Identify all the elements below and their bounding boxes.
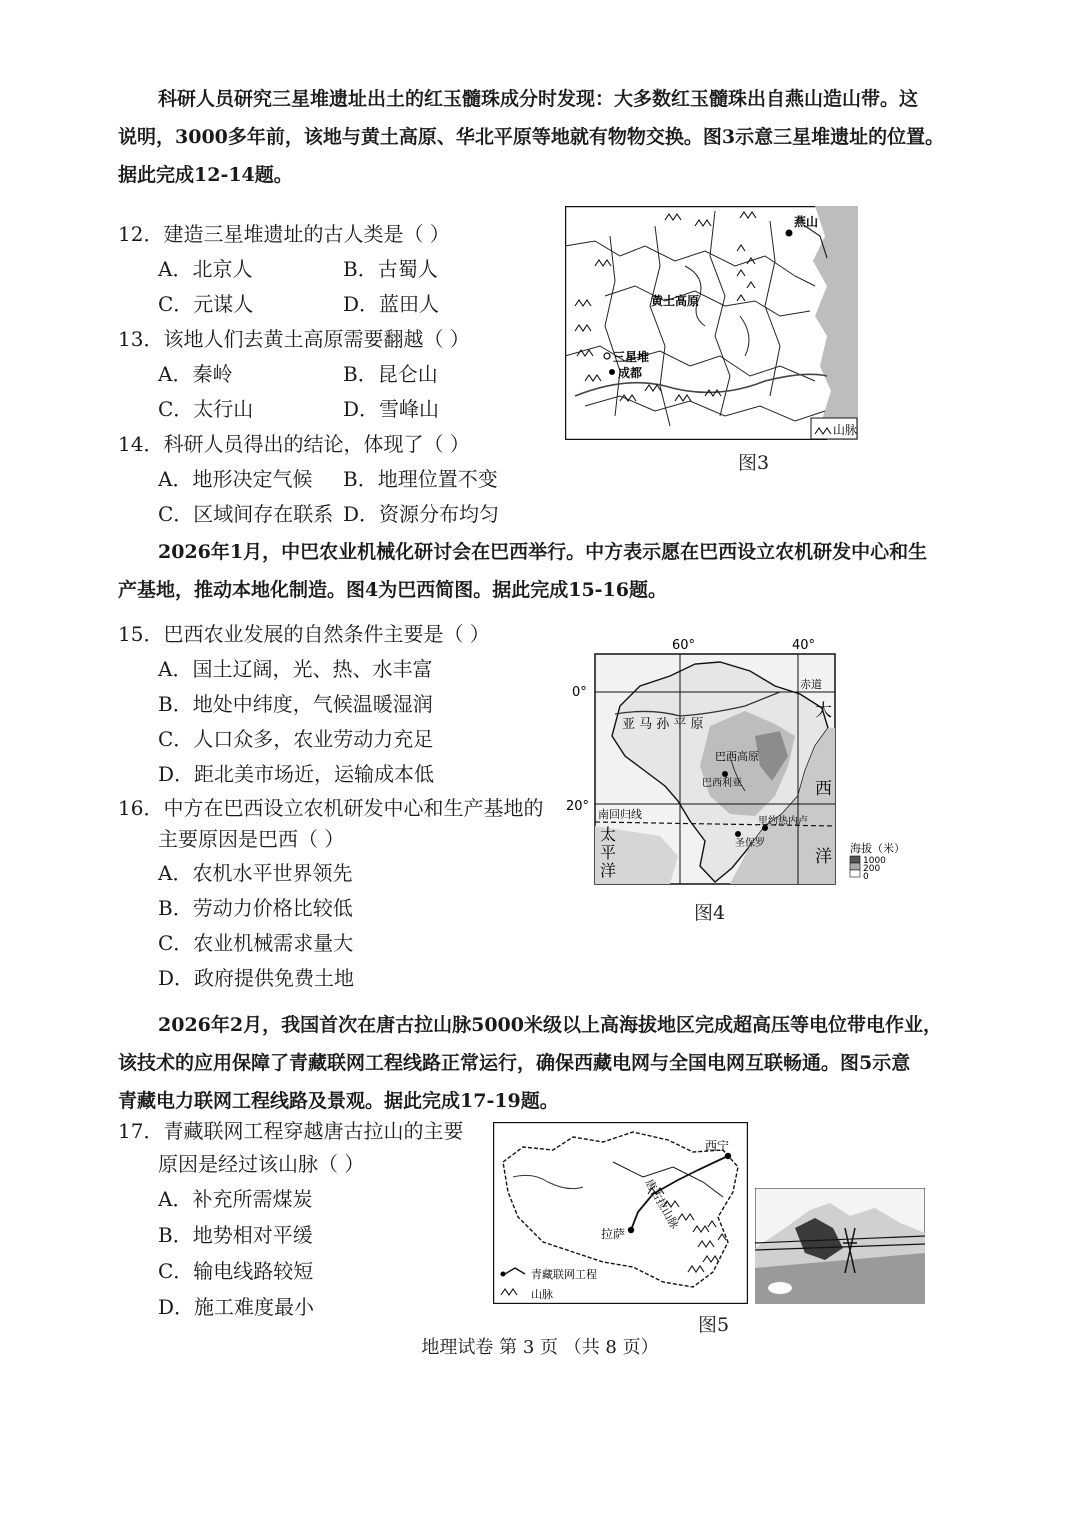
q13-option-a[interactable]: A．秦岭 bbox=[158, 362, 233, 386]
fig5-legend-line-marker bbox=[501, 1272, 506, 1277]
fig5-legend-mountain-label: 山脉 bbox=[531, 1288, 553, 1301]
fig4-label-brasilia: 巴西利亚 bbox=[702, 778, 742, 789]
intro1-line1: 科研人员研究三星堆遗址出土的红玉髓珠成分时发现：大多数红玉髓珠出自燕山造山带。这 bbox=[158, 88, 919, 110]
q13-option-d[interactable]: D．雪峰山 bbox=[343, 397, 440, 421]
page-footer: 地理试卷 第 3 页 （共 8 页） bbox=[421, 1337, 659, 1358]
fig4-legend-swatch-0 bbox=[850, 870, 860, 877]
intro-paragraph-1 bbox=[118, 80, 978, 194]
fig5-label-lhasa: 拉萨 bbox=[601, 1227, 626, 1241]
fig4-label-pacific-1: 太 bbox=[600, 825, 617, 844]
fig4-lon-60: 60° bbox=[672, 638, 696, 653]
intro3-line2: 该技术的应用保障了青藏联网工程线路正常运行，确保西藏电网与全国电网互联畅通。图5示意 bbox=[118, 1052, 911, 1074]
q14-option-d[interactable]: D．资源分布均匀 bbox=[343, 502, 500, 526]
fig4-label-pacific-3: 洋 bbox=[600, 861, 617, 880]
q16-option-c[interactable]: C．农业机械需求量大 bbox=[158, 931, 354, 955]
question-13-stem: 13．该地人们去黄土高原需要翻越（ ） bbox=[118, 327, 470, 351]
fig4-legend-title: 海拔（米） bbox=[850, 842, 905, 855]
fig4-label-rio: 里约热内卢 bbox=[758, 816, 808, 827]
q15-option-c[interactable]: C．人口众多，农业劳动力充足 bbox=[158, 727, 434, 751]
q13-option-c[interactable]: C．太行山 bbox=[158, 397, 254, 421]
q17-option-a[interactable]: A．补充所需煤炭 bbox=[158, 1187, 313, 1211]
fig3-sanxingdui-marker bbox=[604, 353, 610, 359]
q17-option-c[interactable]: C．输电线路较短 bbox=[158, 1259, 314, 1283]
q14-option-a[interactable]: A．地形决定气候 bbox=[158, 467, 313, 491]
fig5-xining-marker bbox=[725, 1153, 731, 1159]
fig4-brasilia-marker bbox=[722, 771, 728, 777]
fig4-lat-20: 20° bbox=[566, 799, 590, 814]
q12-option-d[interactable]: D．蓝田人 bbox=[343, 292, 440, 316]
q15-option-d[interactable]: D．距北美市场近，运输成本低 bbox=[158, 762, 435, 786]
fig3-legend-label: 山脉 bbox=[833, 423, 858, 437]
question-17-stem-line1: 17．青藏联网工程穿越唐古拉山的主要 bbox=[118, 1119, 464, 1143]
fig4-label-atlantic-1: 大 bbox=[815, 701, 832, 721]
fig4-label-tropic: 南回归线 bbox=[598, 808, 642, 821]
fig4-label-brazil-highland: 巴西高原 bbox=[715, 750, 759, 763]
fig3-yanshan-marker bbox=[786, 230, 793, 237]
intro3-line3: 青藏电力联网工程线路及景观。据此完成17-19题。 bbox=[118, 1090, 559, 1112]
fig5-legend-line-label: 青藏联网工程 bbox=[531, 1268, 597, 1281]
q15-option-a[interactable]: A．国土辽阔，光、热、水丰富 bbox=[158, 657, 433, 681]
figure-5-caption: 图5 bbox=[698, 1314, 730, 1336]
fig4-legend-200: 200 bbox=[863, 864, 881, 874]
fig4-legend-swatch-1000 bbox=[850, 856, 860, 863]
question-16-stem-line1: 16．中方在巴西设立农机研发中心和生产基地的 bbox=[118, 796, 544, 820]
q17-option-b[interactable]: B．地势相对平缓 bbox=[158, 1223, 313, 1247]
fig5-label-tanggula: 唐古拉山脉 bbox=[642, 1177, 682, 1232]
fig4-label-amazon-plain: 亚 马 孙 平 原 bbox=[622, 717, 704, 732]
intro1-line2: 说明，3000多年前，该地与黄土高原、华北平原等地就有物物交换。图3示意三星堆遗址的位置。 bbox=[118, 126, 945, 148]
question-15-stem: 15．巴西农业发展的自然条件主要是（ ） bbox=[118, 622, 490, 646]
fig4-legend-swatch-200 bbox=[850, 863, 860, 870]
intro2-line2: 产基地，推动本地化制造。图4为巴西简图。据此完成15-16题。 bbox=[118, 579, 667, 601]
q16-option-a[interactable]: A．农机水平世界领先 bbox=[158, 861, 353, 885]
figure-5-map bbox=[493, 1122, 748, 1304]
fig4-saopaulo-marker bbox=[735, 831, 741, 837]
figure-4-caption: 图4 bbox=[694, 902, 726, 924]
fig4-label-pacific-2: 平 bbox=[600, 843, 617, 862]
fig5-photo-snow-patch bbox=[768, 1282, 792, 1294]
fig4-label-atlantic-3: 洋 bbox=[815, 847, 832, 867]
fig3-label-chengdu: 成都 bbox=[618, 366, 643, 380]
intro3-line1: 2026年2月，我国首次在唐古拉山脉5000米级以上高海拔地区完成超高压等电位带电作业， bbox=[158, 1014, 942, 1036]
fig4-lat-0: 0° bbox=[572, 685, 587, 700]
q17-option-d[interactable]: D．施工难度最小 bbox=[158, 1295, 315, 1319]
fig5-lhasa-marker bbox=[628, 1227, 634, 1233]
fig4-label-equator: 赤道 bbox=[800, 678, 822, 691]
q14-option-c[interactable]: C．区域间存在联系 bbox=[158, 502, 334, 526]
question-17-stem-line2: 原因是经过该山脉（ ） bbox=[158, 1152, 365, 1176]
q12-option-b[interactable]: B．古蜀人 bbox=[343, 257, 438, 281]
q16-option-d[interactable]: D．政府提供免费土地 bbox=[158, 966, 355, 990]
q15-option-b[interactable]: B．地处中纬度，气候温暖湿润 bbox=[158, 692, 433, 716]
q12-option-c[interactable]: C．元谋人 bbox=[158, 292, 254, 316]
fig3-label-yanshan: 燕山 bbox=[794, 215, 819, 229]
intro1-line3: 据此完成12-14题。 bbox=[118, 164, 293, 186]
fig3-label-loess-plateau: 黄土高原 bbox=[651, 294, 700, 308]
q12-option-a[interactable]: A．北京人 bbox=[158, 257, 253, 281]
fig3-label-sanxingdui: 三星堆 bbox=[613, 350, 650, 364]
question-12-stem: 12．建造三星堆遗址的古人类是（ ） bbox=[118, 222, 450, 246]
fig5-label-xining: 西宁 bbox=[705, 1139, 730, 1153]
figure-4-map bbox=[560, 636, 910, 890]
fig4-label-atlantic-2: 西 bbox=[815, 779, 832, 799]
intro-paragraph-3 bbox=[118, 1006, 978, 1120]
q13-option-b[interactable]: B．昆仑山 bbox=[343, 362, 438, 386]
figure-3-caption: 图3 bbox=[738, 452, 770, 474]
fig4-legend-0: 0 bbox=[863, 872, 869, 882]
intro-paragraph-2 bbox=[118, 533, 978, 609]
intro2-line1: 2026年1月，中巴农业机械化研讨会在巴西举行。中方表示愿在巴西设立农机研发中心和生 bbox=[158, 541, 928, 563]
q14-option-b[interactable]: B．地理位置不变 bbox=[343, 467, 498, 491]
question-16-stem-line2: 主要原因是巴西（ ） bbox=[158, 827, 345, 851]
fig4-label-saopaulo: 圣保罗 bbox=[735, 838, 765, 849]
fig4-lon-40: 40° bbox=[792, 638, 816, 653]
fig4-legend-1000: 1000 bbox=[863, 856, 886, 866]
figure-5-landscape-photo bbox=[755, 1188, 925, 1304]
fig3-chengdu-marker bbox=[609, 369, 615, 375]
figure-3-map bbox=[565, 206, 858, 440]
question-14-stem: 14．科研人员得出的结论，体现了（ ） bbox=[118, 432, 470, 456]
q16-option-b[interactable]: B．劳动力价格比较低 bbox=[158, 896, 353, 920]
